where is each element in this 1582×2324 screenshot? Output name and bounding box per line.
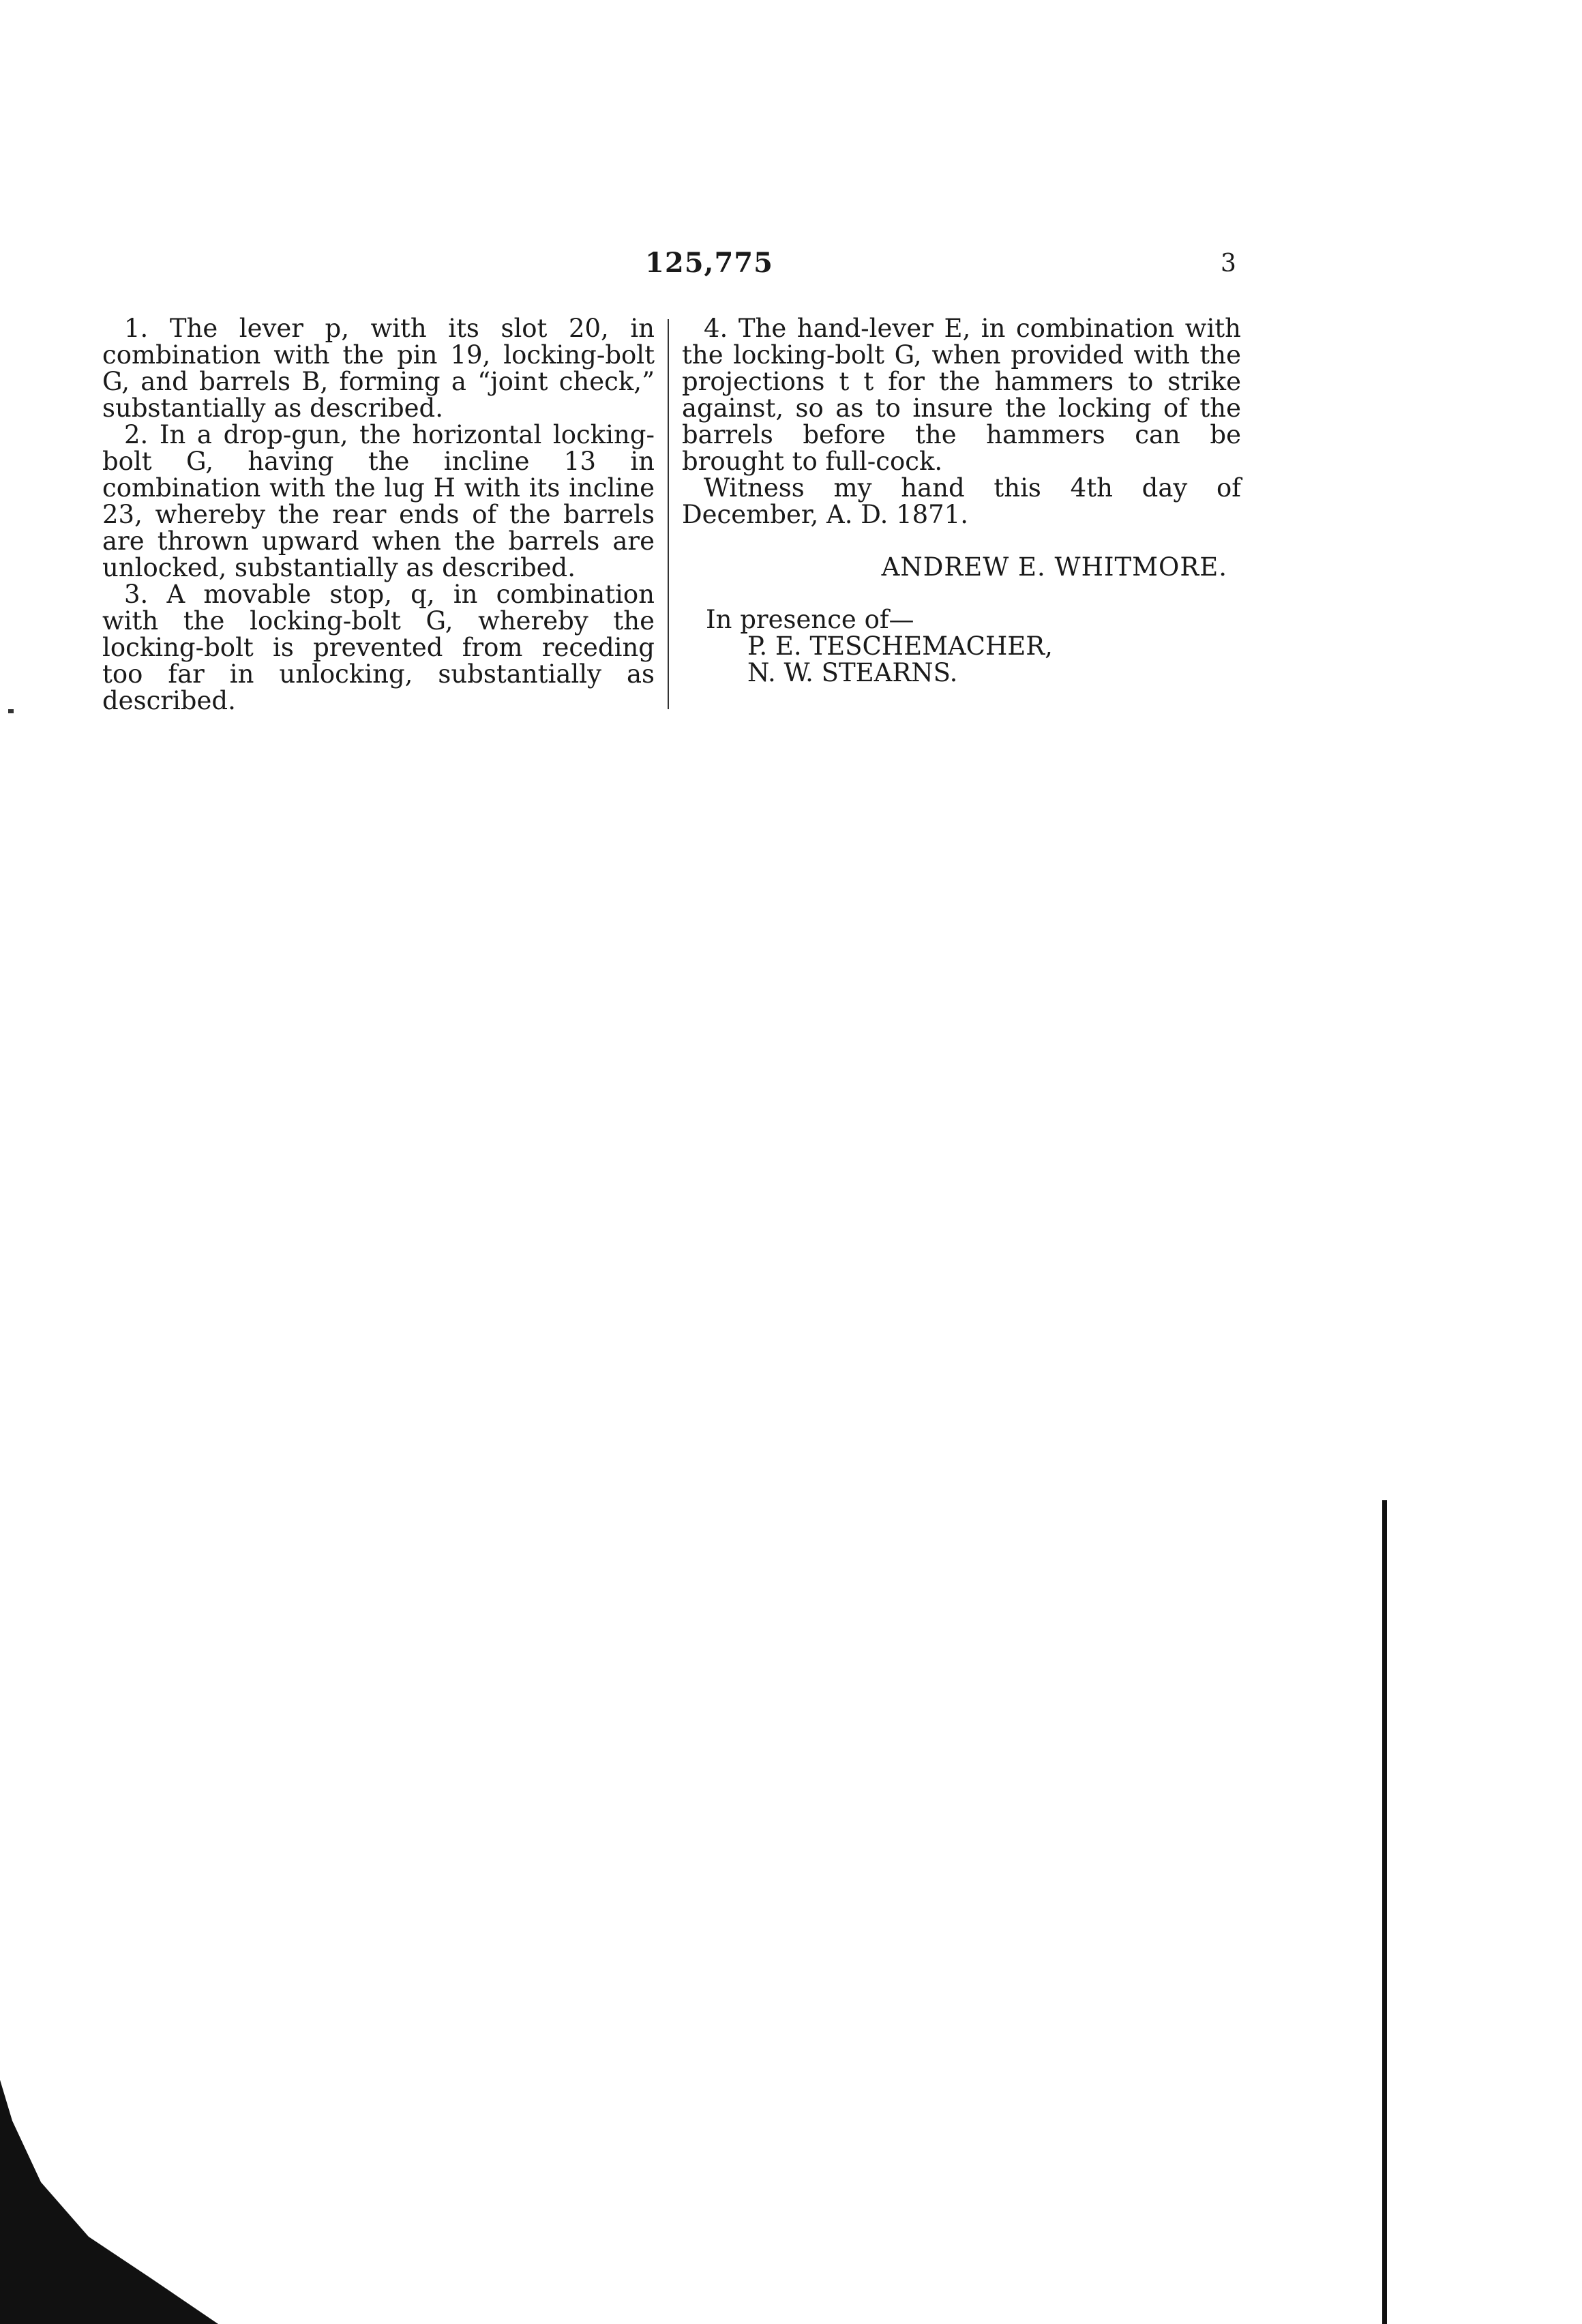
patent-number: 125,775 [645, 247, 773, 279]
claim-2: 2. In a drop-gun, the horizontal locking-bolt G, having the incline 13 in combination with the lug H with its incline 23, whereby the rear ends of the barrels are thrown upward when the barrels are unlocked, substantially as described. [102, 420, 655, 582]
presence-label: In presence of— [706, 605, 914, 634]
witness-clause: Witness my hand this 4th day of December, A. D. 1871. [682, 473, 1241, 529]
claim-4: 4. The hand-lever E, in combination with the locking-bolt G, when provided with the projections t t for the hammers to strike against, so as to insure the locking of the barrels before the hammers can be brought to full-cock. [682, 314, 1241, 476]
witness-name-1: P. E. TESCHEMACHER, [747, 631, 1053, 661]
inventor-signature: ANDREW E. WHITMORE. [881, 552, 1227, 582]
claim-1: 1. The lever p, with its slot 20, in combination with the pin 19, locking-bolt G, and barrels B, forming a “joint check,” substantially as described. [102, 314, 655, 423]
page-number: 3 [1221, 250, 1236, 278]
scan-corner-shadow [0, 2080, 218, 2324]
claims-column-left [102, 315, 655, 714]
claims-column-right [682, 315, 1241, 686]
claim-3: 3. A movable stop, q, in combination with the locking-bolt G, whereby the locking-bolt is prevented from receding too far in unlocking, substantially as described. [102, 580, 655, 715]
witness-name-2: N. W. STEARNS. [747, 658, 958, 687]
column-divider [668, 319, 669, 709]
scan-edge-shadow-right [1382, 1500, 1387, 2324]
scan-speck [8, 709, 14, 713]
